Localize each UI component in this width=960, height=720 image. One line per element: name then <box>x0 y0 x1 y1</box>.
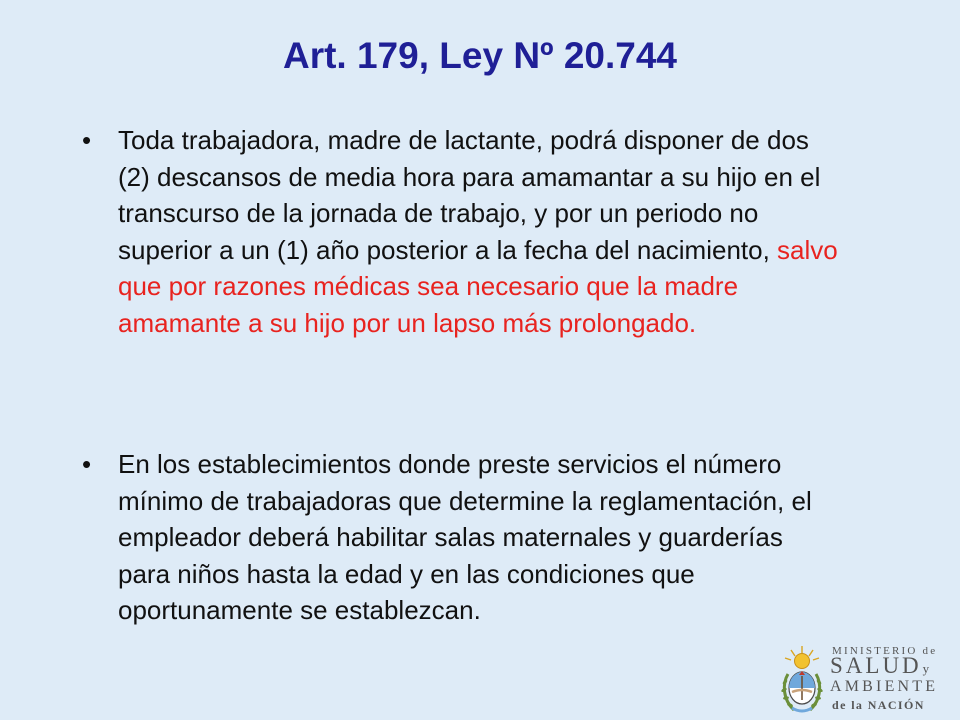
bullet-item <box>82 122 842 341</box>
logo-line-nacion: de la NACIÓN <box>832 698 925 712</box>
logo-line-ambiente: AMBIENTE <box>830 678 939 695</box>
bullet-highlight-text: salvo que por razones médicas sea necesario que la madre amamante a su hijo por un lapso más prolongado. <box>118 234 838 338</box>
bullet-item <box>82 446 842 629</box>
bullet-marker: • <box>82 125 92 155</box>
logo-line-salud <box>830 654 929 681</box>
logo-conjunction: y <box>922 661 930 676</box>
bullet-text: En los establecimientos donde preste servicios el número mínimo de trabajadoras que determine la reglamentación, el empleador deberá habilitar salas maternales y guarderías para niños hasta la edad y en las condiciones que oportunamente se establezcan. <box>118 449 812 625</box>
argentina-coat-of-arms-icon <box>778 644 826 716</box>
slide-title: Art. 179, Ley Nº 20.744 <box>282 35 677 76</box>
logo-text <box>830 642 954 718</box>
bullet-marker: • <box>82 449 92 479</box>
logo-line-ministerio: MINISTERIO de <box>832 645 938 657</box>
bullet-body-text: Toda trabajadora, madre de lactante, podrá disponer de dos (2) descansos de media hora para amamantar a su hijo en el transcurso de la jornada de trabajo, y por un periodo no superior a un (1) año posterior a la fecha del nacimiento, <box>118 125 821 265</box>
ministry-logo <box>778 642 954 718</box>
bullet-text <box>118 122 842 341</box>
logo-salud-word: SALUD <box>830 653 922 678</box>
